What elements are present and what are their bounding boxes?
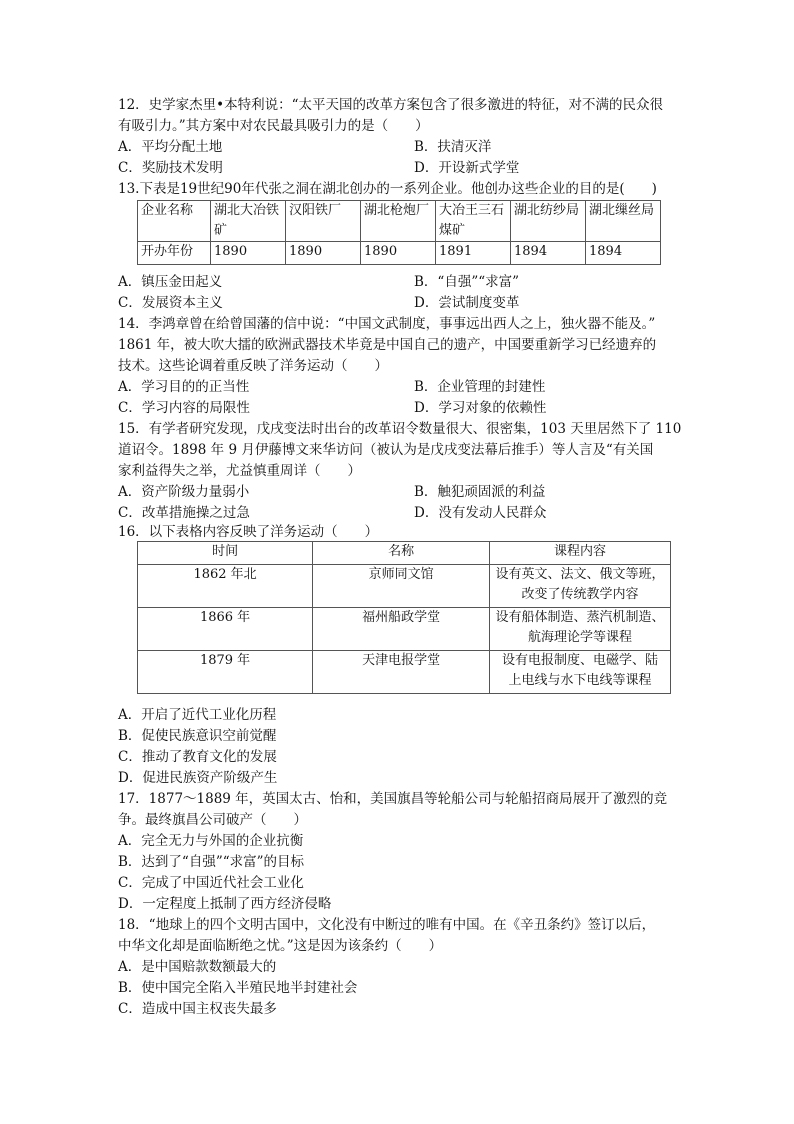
q12-option-c[interactable]: C．奖励技术发明 — [118, 160, 223, 176]
q16-option-d[interactable]: D．促进民族资产阶级产生 — [118, 770, 278, 786]
table-cell: 京师同文馆 — [313, 565, 490, 608]
cell-line: 设有船体制造、蒸汽机制造、 — [495, 610, 665, 625]
q16-stem-line-1: 16．以下表格内容反映了洋务运动（ ） — [118, 524, 379, 540]
q13-stem-line-1: 13.下表是19世纪90年代张之洞在湖北创办的一系列企业。他创办这些企业的目的是( ) — [118, 181, 657, 197]
q15-option-d[interactable]: D．没有发动人民群众 — [414, 505, 547, 521]
q15-stem-line-1: 15．有学者研究发现，戊戌变法时出台的改革诏令数量很大、很密集，103 天里居然下了 110 — [118, 421, 682, 437]
table-cell: 1894 — [586, 242, 661, 265]
q18-stem-line-2: 中华文化却是面临断绝之忧。”这是因为该条约（ ） — [118, 938, 443, 954]
table-cell — [490, 608, 671, 651]
cell-line: 改变了传统教学内容 — [521, 587, 639, 602]
q16-school-table — [137, 541, 671, 694]
q18-option-c[interactable]: C．造成中国主权丧失最多 — [118, 1001, 277, 1017]
cell-line: 设有英文、法文、俄文等班， — [495, 567, 665, 582]
q14-option-a[interactable]: A．学习目的的正当性 — [118, 379, 250, 395]
table-row — [138, 651, 671, 694]
q12-option-b[interactable]: B．扶清灭洋 — [414, 139, 492, 155]
table-cell: 湖北纺纱局 — [511, 201, 586, 242]
table-header-cell: 时间 — [138, 542, 313, 565]
table-cell: 1862 年北 — [138, 565, 313, 608]
cell-line: 上电线与水下电线等课程 — [508, 673, 652, 688]
q15-option-a[interactable]: A．资产阶级力量弱小 — [118, 484, 250, 500]
q14-stem-line-3: 技术。这些论调着重反映了洋务运动（ ） — [118, 358, 388, 374]
cell-line: 设有电报制度、电磁学、陆 — [502, 653, 659, 668]
q13-enterprise-table — [137, 200, 661, 265]
q17-option-d[interactable]: D．一定程度上抵制了西方经济侵略 — [118, 896, 332, 912]
q15-stem-line-3: 家利益得失之举，尤益慎重周详（ ） — [118, 463, 361, 479]
q14-option-d[interactable]: D．学习对象的依赖性 — [414, 400, 547, 416]
table-cell: 汉阳铁厂 — [286, 201, 361, 242]
q17-stem-line-1: 17．1877～1889 年，英国太古、怡和，美国旗昌等轮船公司与轮船招商局展开了激烈的竞 — [118, 791, 668, 807]
q12-option-d[interactable]: D．开设新式学堂 — [414, 160, 520, 176]
table-header-cell: 名称 — [313, 542, 490, 565]
table-cell: 1879 年 — [138, 651, 313, 694]
q17-option-a[interactable]: A．完全无力与外国的企业抗衡 — [118, 833, 304, 849]
q13-option-d[interactable]: D．尝试制度变革 — [414, 295, 520, 311]
table-cell: 湖北大冶铁矿 — [211, 201, 286, 242]
table-header-row — [138, 542, 671, 565]
q13-option-b[interactable]: B．“自强”“求富” — [414, 274, 520, 290]
table-cell: 1891 — [436, 242, 511, 265]
q18-stem-line-1: 18．“地球上的四个文明古国中，文化没有中断过的唯有中国。在《辛丑条约》签订以后， — [118, 917, 656, 933]
table-cell: 1866 年 — [138, 608, 313, 651]
q14-stem-line-1: 14．李鸿章曾在给曾国藩的信中说：“中国文武制度，事事远出西人之上，独火器不能及。” — [118, 316, 656, 332]
table-cell: 1890 — [211, 242, 286, 265]
table-row — [138, 608, 671, 651]
q15-stem-line-2: 道诏令。1898 年 9 月伊藤博文来华访问（被认为是戊戌变法幕后推手）等人言及“有关国 — [118, 442, 654, 458]
q12-stem-line-1: 12．史学家杰里•本特利说：“太平天国的改革方案包含了很多激进的特征，对不满的民众很 — [118, 97, 664, 113]
table-cell: 1894 — [511, 242, 586, 265]
table-cell — [490, 651, 671, 694]
table-header-cell: 课程内容 — [490, 542, 671, 565]
table-cell: 湖北枪炮厂 — [361, 201, 436, 242]
q18-option-a[interactable]: A．是中国赔款数额最大的 — [118, 959, 277, 975]
q12-option-a[interactable]: A．平均分配土地 — [118, 139, 223, 155]
table-row — [138, 201, 661, 242]
cell-line: 航海理论学等课程 — [528, 630, 633, 645]
q18-option-b[interactable]: B．使中国完全陷入半殖民地半封建社会 — [118, 980, 358, 996]
q13-option-a[interactable]: A．镇压金田起义 — [118, 274, 223, 290]
q14-option-b[interactable]: B．企业管理的封建性 — [414, 379, 546, 395]
q16-option-c[interactable]: C．推动了教育文化的发展 — [118, 749, 277, 765]
table-cell: 开办年份 — [138, 242, 211, 265]
q14-stem-line-2: 1861 年，被大吹大擂的欧洲武器技术毕竟是中国自己的遗产，中国要重新学习已经遗弃的 — [118, 337, 657, 353]
q15-option-c[interactable]: C．改革措施操之过急 — [118, 505, 250, 521]
q17-option-c[interactable]: C．完成了中国近代社会工业化 — [118, 875, 304, 891]
q16-option-b[interactable]: B．促使民族意识空前觉醒 — [118, 728, 277, 744]
table-cell: 大冶王三石煤矿 — [436, 201, 511, 242]
q12-stem-line-2: 有吸引力。”其方案中对农民最具吸引力的是（ ） — [118, 118, 429, 134]
table-cell — [490, 565, 671, 608]
q13-option-c[interactable]: C．发展资本主义 — [118, 295, 223, 311]
table-cell: 福州船政学堂 — [313, 608, 490, 651]
table-cell: 1890 — [286, 242, 361, 265]
q14-option-c[interactable]: C．学习内容的局限性 — [118, 400, 250, 416]
table-row — [138, 242, 661, 265]
table-cell: 企业名称 — [138, 201, 211, 242]
table-cell: 湖北缫丝局 — [586, 201, 661, 242]
q17-stem-line-2: 争。最终旗昌公司破产（ ） — [118, 812, 307, 828]
table-cell: 天津电报学堂 — [313, 651, 490, 694]
q17-option-b[interactable]: B．达到了“自强”“求富”的目标 — [118, 854, 305, 870]
q16-option-a[interactable]: A．开启了近代工业化历程 — [118, 707, 277, 723]
table-row — [138, 565, 671, 608]
q15-option-b[interactable]: B．触犯顽固派的利益 — [414, 484, 546, 500]
table-cell: 1890 — [361, 242, 436, 265]
